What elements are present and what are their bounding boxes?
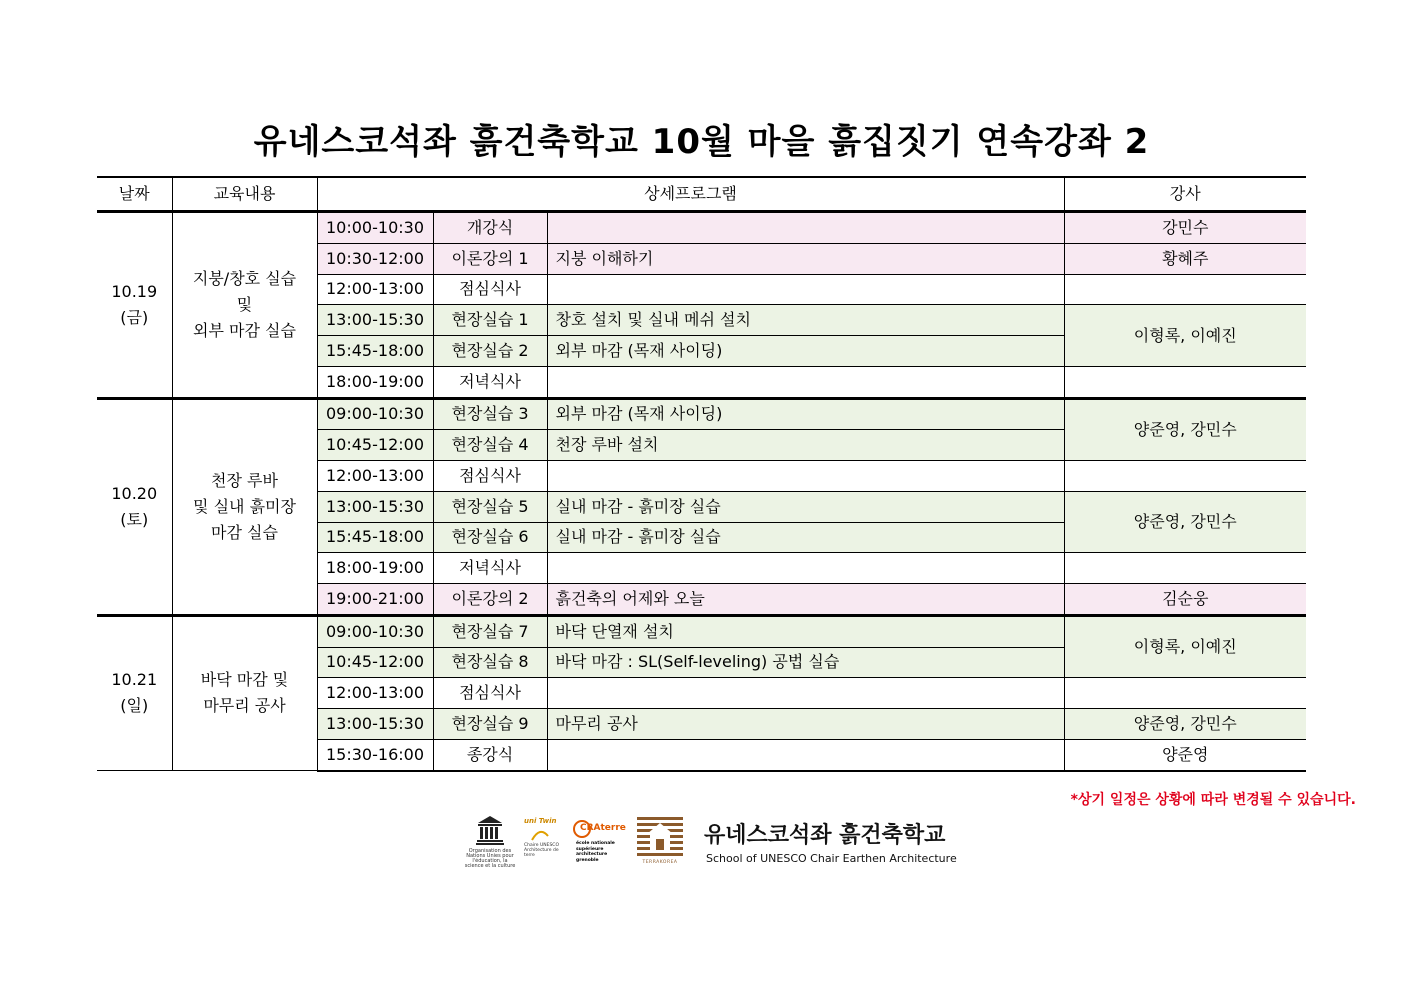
session-cell: 현장실습 5: [433, 491, 547, 522]
content-cell: [172, 615, 317, 770]
header-row: [97, 177, 1306, 212]
instructor-cell: 강민수: [1064, 212, 1306, 244]
time-cell: 09:00-10:30: [317, 398, 433, 430]
detail-cell: 천장 루바 설치: [547, 430, 1064, 461]
instructor-cell: [1064, 678, 1306, 709]
detail-cell: 마무리 공사: [547, 709, 1064, 740]
craterre-caption: école nationale supérieure architecture grenoble: [576, 841, 615, 863]
session-cell: 현장실습 8: [433, 647, 547, 678]
instructor-cell: [1064, 366, 1306, 398]
header-date: 날짜: [97, 177, 172, 212]
session-cell: 이론강의 2: [433, 584, 547, 616]
instructor-cell: [1064, 461, 1306, 492]
detail-cell: 바닥 단열재 설치: [547, 615, 1064, 647]
instructor-cell: 양준영, 강민수: [1064, 491, 1306, 553]
header-program: 상세프로그램: [317, 177, 1064, 212]
footer-logos: [464, 815, 957, 870]
instructor-cell: 황혜주: [1064, 243, 1306, 274]
time-cell: 13:00-15:30: [317, 709, 433, 740]
session-cell: 개강식: [433, 212, 547, 244]
date-text: 10.21: [111, 670, 158, 690]
date-cell: [97, 615, 172, 770]
session-cell: 현장실습 2: [433, 336, 547, 367]
time-cell: 10:45-12:00: [317, 647, 433, 678]
time-cell: 12:00-13:00: [317, 461, 433, 492]
detail-cell: 외부 마감 (목재 사이딩): [547, 398, 1064, 430]
date-cell: [97, 212, 172, 399]
detail-cell: [547, 678, 1064, 709]
detail-cell: [547, 739, 1064, 770]
session-cell: 점심식사: [433, 461, 547, 492]
unesco-temple-icon: [464, 815, 516, 849]
time-cell: 12:00-13:00: [317, 274, 433, 305]
content-cell: [172, 212, 317, 399]
instructor-cell: [1064, 553, 1306, 584]
time-cell: 10:30-12:00: [317, 243, 433, 274]
detail-cell: 외부 마감 (목재 사이딩): [547, 336, 1064, 367]
time-cell: 19:00-21:00: [317, 584, 433, 616]
school-name-kr: 유네스코석좌 흙건축학교: [704, 823, 946, 848]
detail-cell: 지붕 이해하기: [547, 243, 1064, 274]
detail-cell: 흙건축의 어제와 오늘: [547, 584, 1064, 616]
weekday-text: (금): [120, 307, 149, 327]
time-cell: 12:00-13:00: [317, 678, 433, 709]
terrakorea-logo: [637, 817, 683, 867]
detail-cell: [547, 553, 1064, 584]
time-cell: 09:00-10:30: [317, 615, 433, 647]
date-text: 10.20: [111, 483, 158, 503]
session-cell: 현장실습 3: [433, 398, 547, 430]
detail-cell: [547, 274, 1064, 305]
table-row: [97, 615, 1306, 647]
date-text: 10.19: [111, 281, 158, 301]
detail-cell: [547, 461, 1064, 492]
session-cell: 현장실습 7: [433, 615, 547, 647]
session-cell: 저녁식사: [433, 366, 547, 398]
content-line: 바닥 마감 및: [200, 670, 289, 690]
content-line: 및: [236, 294, 253, 314]
terrakorea-house-icon: [637, 817, 683, 859]
time-cell: 13:00-15:30: [317, 491, 433, 522]
date-cell: [97, 398, 172, 615]
instructor-cell: 양준영: [1064, 739, 1306, 770]
instructor-cell: 김순웅: [1064, 584, 1306, 616]
detail-cell: 실내 마감 - 흙미장 실습: [547, 491, 1064, 522]
session-cell: 점심식사: [433, 274, 547, 305]
header-content: 교육내용: [172, 177, 317, 212]
time-cell: 15:30-16:00: [317, 739, 433, 770]
session-cell: 현장실습 9: [433, 709, 547, 740]
content-line: 및 실내 흙미장: [193, 496, 296, 516]
detail-cell: 창호 설치 및 실내 메쉬 설치: [547, 305, 1064, 336]
time-cell: 13:00-15:30: [317, 305, 433, 336]
time-cell: 15:45-18:00: [317, 522, 433, 553]
craterre-logo: [568, 817, 626, 867]
instructor-cell: [1064, 274, 1306, 305]
time-cell: 18:00-19:00: [317, 553, 433, 584]
content-line: 마무리 공사: [203, 696, 286, 716]
weekday-text: (일): [120, 696, 149, 716]
instructor-cell: 이형록, 이예진: [1064, 615, 1306, 678]
time-cell: 10:00-10:30: [317, 212, 433, 244]
content-line: 마감 실습: [211, 522, 278, 542]
detail-cell: 바닥 마감 : SL(Self-leveling) 공법 실습: [547, 647, 1064, 678]
session-cell: 점심식사: [433, 678, 547, 709]
session-cell: 종강식: [433, 739, 547, 770]
instructor-cell: 양준영, 강민수: [1064, 398, 1306, 461]
content-line: 외부 마감 실습: [193, 320, 296, 340]
table-row: [97, 212, 1306, 244]
content-cell: [172, 398, 317, 615]
unesco-caption: Organisation des Nations Unies pour l'éducation, la science et la culture: [464, 848, 516, 869]
time-cell: 10:45-12:00: [317, 430, 433, 461]
unitwin-wordmark: uni Twin: [524, 817, 557, 825]
unitwin-swirl-icon: [530, 826, 550, 842]
detail-cell: [547, 212, 1064, 244]
table-row: [97, 398, 1306, 430]
instructor-cell: 이형록, 이예진: [1064, 305, 1306, 367]
detail-cell: 실내 마감 - 흙미장 실습: [547, 522, 1064, 553]
content-line: 지붕/창호 실습: [192, 268, 297, 288]
detail-cell: [547, 366, 1064, 398]
session-cell: 저녁식사: [433, 553, 547, 584]
schedule-change-note: *상기 일정은 상황에 따라 변경될 수 있습니다.: [1070, 792, 1356, 808]
unitwin-caption: Chaire UNESCO Architecture de terre: [524, 843, 559, 858]
session-cell: 현장실습 4: [433, 430, 547, 461]
page-title: 유네스코석좌 흙건축학교 10월 마을 흙집짓기 연속강좌 2: [253, 122, 1150, 162]
unesco-logo: [464, 815, 516, 870]
time-cell: 18:00-19:00: [317, 366, 433, 398]
school-name-en: School of UNESCO Chair Earthen Architecture: [706, 852, 957, 865]
schedule-table: [97, 176, 1306, 772]
session-cell: 이론강의 1: [433, 243, 547, 274]
craterre-wordmark: CRAterre: [580, 823, 626, 833]
time-cell: 15:45-18:00: [317, 336, 433, 367]
header-instructor: 강사: [1064, 177, 1306, 212]
weekday-text: (토): [120, 509, 149, 529]
content-line: 천장 루바: [211, 470, 278, 490]
terrakorea-caption: TERRAKOREA: [642, 860, 678, 865]
instructor-cell: 양준영, 강민수: [1064, 709, 1306, 740]
unitwin-logo: [516, 817, 566, 867]
session-cell: 현장실습 6: [433, 522, 547, 553]
session-cell: 현장실습 1: [433, 305, 547, 336]
